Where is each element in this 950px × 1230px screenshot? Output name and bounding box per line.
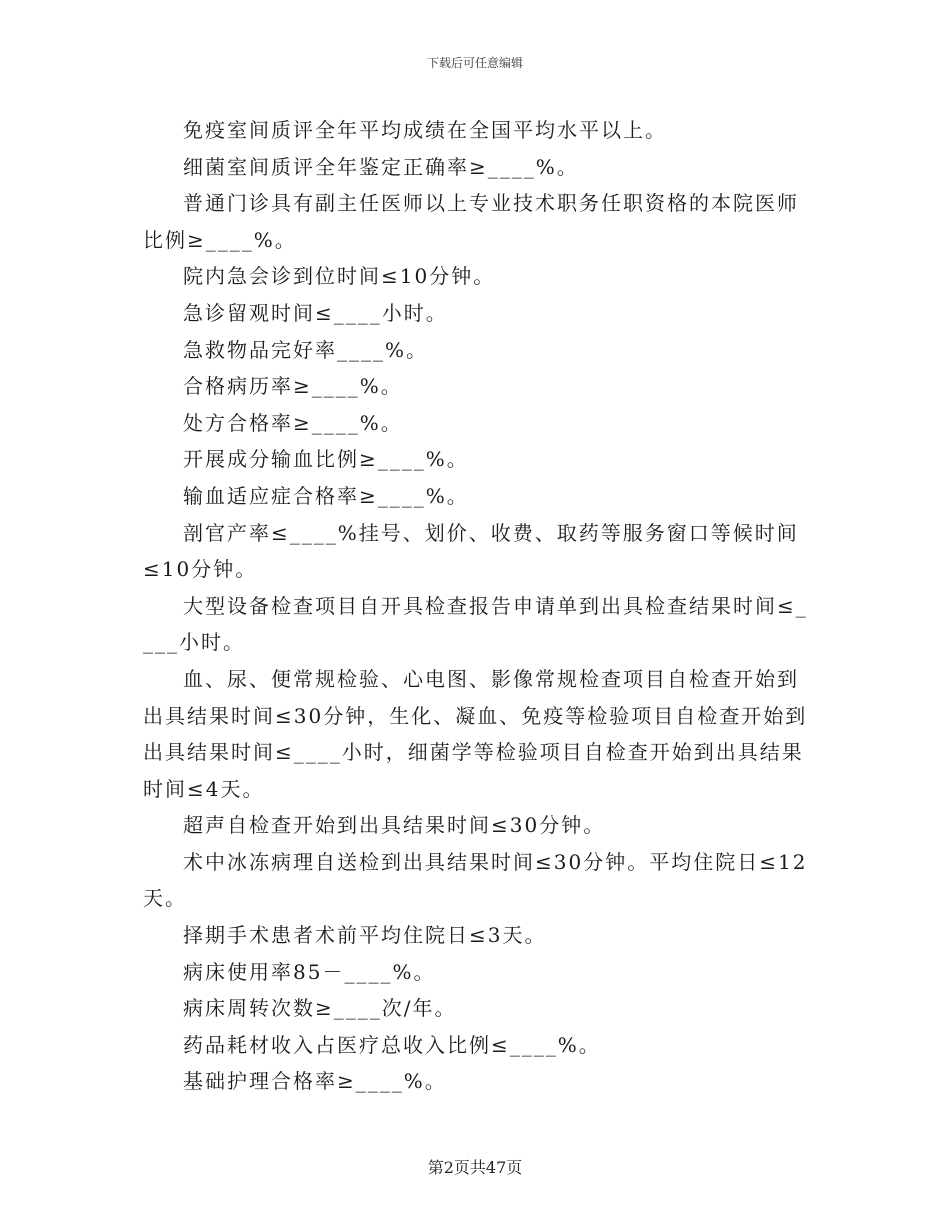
paragraph: 院内急会诊到位时间≤10分钟。 — [183, 264, 496, 289]
paragraph: 药品耗材收入占医疗总收入比例≤____%。 — [183, 1032, 601, 1057]
paragraph: 细菌室间质评全年鉴定正确率≥____%。 — [183, 154, 579, 179]
paragraph: 病床使用率85－____%。 — [183, 959, 436, 984]
page-header: 下载后可任意编辑 — [426, 56, 523, 70]
paragraph: 基础护理合格率≥____%。 — [183, 1069, 447, 1094]
paragraph: 病床周转次数≥____次/年。 — [183, 996, 457, 1021]
paragraph: 剖官产率≤____%挂号、划价、收费、取药等服务窗口等候时间≤10分钟。 — [143, 520, 799, 582]
paragraph: 超声自检查开始到出具结果时间≤30分钟。 — [183, 813, 606, 838]
paragraph: 急救物品完好率____%。 — [183, 337, 429, 362]
paragraph: 术中冰冻病理自送检到出具结果时间≤30分钟。平均住院日≤12天。 — [143, 849, 808, 911]
paragraph: 血、尿、便常规检验、心电图、影像常规检查项目自检查开始到出具结果时间≤30分钟，生化、凝血、免疫等检验项目自检查开始到出具结果时间≤____小时，细菌学等检验项目自检查开始到出具结果时间≤4天。 — [143, 666, 808, 801]
paragraph: 普通门诊具有副主任医师以上专业技术职务任职资格的本院医师比例≥____%。 — [143, 191, 799, 252]
paragraph: 输血适应症合格率≥____%。 — [183, 483, 469, 508]
paragraph: 择期手术患者术前平均住院日≤3天。 — [183, 923, 547, 948]
paragraph: 开展成分输血比例≥____%。 — [183, 447, 469, 472]
paragraph: 大型设备检查项目自开具检查报告申请单到出具检查结果时间≤____小时。 — [143, 593, 808, 655]
document-body — [143, 112, 808, 1100]
page-number: 第2页共47页 — [427, 1158, 523, 1177]
paragraph: 免疫室间质评全年平均成绩在全国平均水平以上。 — [183, 118, 667, 142]
paragraph: 处方合格率≥____%。 — [183, 410, 403, 435]
paragraph: 合格病历率≥____%。 — [183, 374, 403, 399]
paragraph: 急诊留观时间≤____小时。 — [183, 300, 448, 325]
